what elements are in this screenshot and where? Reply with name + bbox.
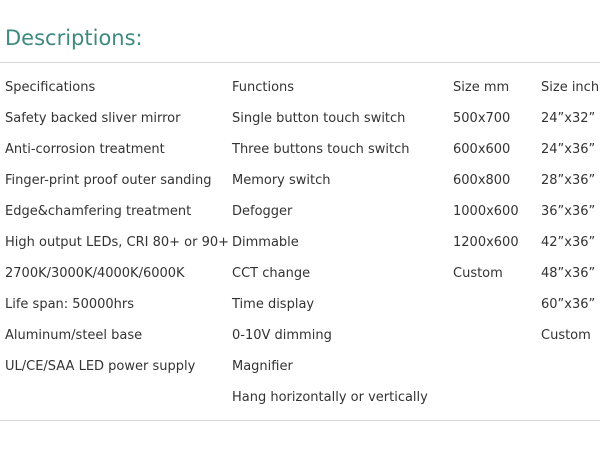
functions-header: Functions [232, 80, 295, 95]
size-mm-item: Custom [453, 266, 503, 281]
spec-item: UL/CE/SAA LED power supply [5, 359, 196, 374]
size-mm-header: Size mm [453, 80, 510, 95]
spec-item: Anti-corrosion treatment [5, 142, 165, 157]
size-inch-item: 60”x36” [541, 297, 596, 312]
function-item: 0-10V dimming [232, 328, 332, 343]
size-inch-header: Size inch [541, 80, 600, 95]
specifications-column [5, 78, 229, 388]
function-item: Three buttons touch switch [232, 142, 410, 157]
spec-item: Aluminum/steel base [5, 328, 143, 343]
functions-column [232, 78, 428, 419]
function-item: Single button touch switch [232, 111, 406, 126]
size-inch-item: 36”x36” [541, 204, 596, 219]
function-item: Defogger [232, 204, 293, 219]
size-inch-item: 24”x32” [541, 111, 596, 126]
top-divider [0, 62, 600, 63]
size-inch-item: 28”x36” [541, 173, 596, 188]
size-inch-item: Custom [541, 328, 591, 343]
size-inch-column [541, 78, 599, 357]
size-mm-item: 600x800 [453, 173, 511, 188]
size-mm-item: 1000x600 [453, 204, 519, 219]
function-item: Magnifier [232, 359, 293, 374]
function-item: Hang horizontally or vertically [232, 390, 428, 405]
bottom-divider [0, 420, 600, 421]
spec-item: 2700K/3000K/4000K/6000K [5, 266, 185, 281]
spec-item: Safety backed sliver mirror [5, 111, 181, 126]
spec-item: Finger-print proof outer sanding [5, 173, 212, 188]
specifications-header: Specifications [5, 80, 96, 95]
spec-item: Edge&chamfering treatment [5, 204, 192, 219]
function-item: Dimmable [232, 235, 299, 250]
size-mm-item: 600x600 [453, 142, 511, 157]
spec-item: Life span: 50000hrs [5, 297, 135, 312]
size-mm-item: 1200x600 [453, 235, 519, 250]
size-mm-column [453, 78, 519, 295]
function-item: Memory switch [232, 173, 331, 188]
size-inch-item: 24”x36” [541, 142, 596, 157]
function-item: CCT change [232, 266, 311, 281]
page-title: Descriptions: [5, 26, 143, 50]
size-inch-item: 48”x36” [541, 266, 596, 281]
size-inch-item: 42”x36” [541, 235, 596, 250]
spec-item: High output LEDs, CRI 80+ or 90+ [5, 235, 230, 250]
function-item: Time display [232, 297, 315, 312]
size-mm-item: 500x700 [453, 111, 511, 126]
